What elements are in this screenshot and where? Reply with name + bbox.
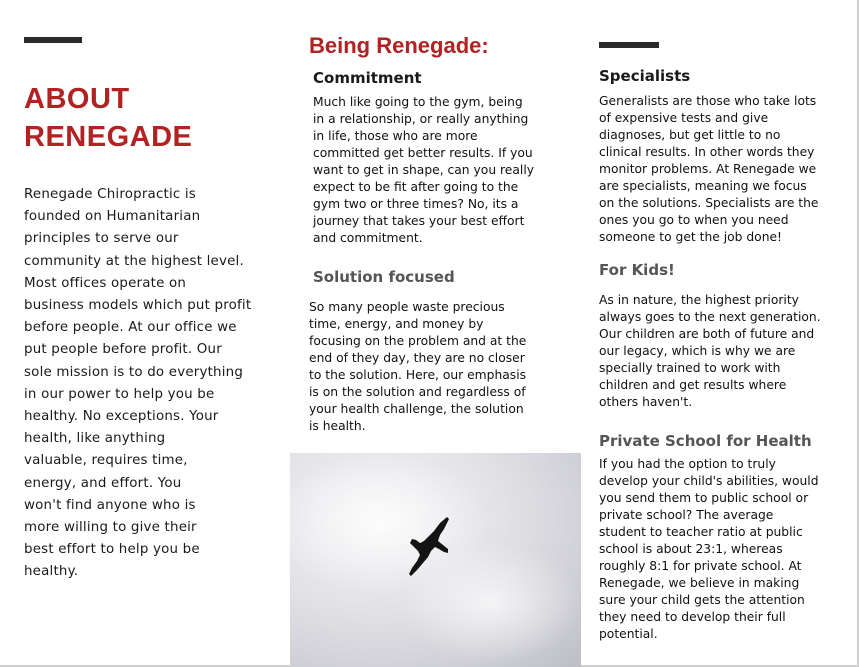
about-body — [24, 184, 274, 584]
text-line: private school? The average — [599, 508, 774, 522]
private-school-heading: Private School for Health — [599, 432, 812, 450]
commitment-body — [313, 94, 559, 247]
text-line: healthy. No exceptions. Your — [24, 409, 219, 425]
text-line: Generalists are those who take lots — [599, 94, 817, 108]
specialists-body — [599, 93, 849, 246]
text-line: develop your child's abilities, would — [599, 474, 819, 488]
text-line: school is about 23:1, whereas — [599, 542, 783, 556]
text-line: business models which put profit — [24, 298, 252, 314]
text-line: clinical results. In other words they — [599, 145, 815, 159]
about-column — [24, 80, 274, 584]
text-line: you send them to public school or — [599, 491, 809, 505]
text-line: is on the solution and regardless of — [309, 385, 526, 399]
text-line: Renegade Chiropractic is — [24, 187, 196, 202]
text-line: are specialists, meaning we focus — [599, 179, 807, 193]
text-line: always goes to the next generation. — [599, 310, 821, 324]
text-line: on the solutions. Specialists are the — [599, 196, 819, 210]
text-line: someone to get the job done! — [599, 230, 782, 244]
text-line: time, energy, and money by — [309, 317, 484, 331]
text-line: more willing to give their — [24, 520, 197, 536]
text-line: your health challenge, the solution — [309, 402, 524, 416]
text-line: founded on Humanitarian — [24, 209, 201, 225]
private-school-body — [599, 456, 849, 643]
text-line: As in nature, the highest priority — [599, 293, 799, 307]
text-line: Much like going to the gym, being — [313, 95, 523, 109]
text-line: healthy. — [24, 564, 79, 580]
left-accent-bar — [24, 37, 82, 43]
text-line: committed get better results. If you — [313, 146, 533, 160]
text-line: ones you go to when you need — [599, 213, 789, 227]
text-line: So many people waste precious — [309, 300, 505, 314]
text-line: Our children are both of future and — [599, 327, 815, 341]
text-line: children and get results where — [599, 378, 787, 392]
text-line: is health. — [309, 419, 366, 433]
text-line: potential. — [599, 627, 658, 641]
specialists-heading: Specialists — [599, 67, 691, 85]
text-line: in a relationship, or really anything — [313, 112, 529, 126]
text-line: journey that takes your best effort — [313, 214, 525, 228]
text-line: monitor problems. At Renegade we — [599, 162, 817, 176]
bird-sky-photo — [290, 453, 581, 667]
text-line: Renegade, we believe in making — [599, 576, 800, 590]
text-line: want to get in shape, can you really — [313, 163, 535, 177]
text-line: others haven't. — [599, 395, 693, 409]
text-line: best effort to help you be — [24, 542, 200, 558]
about-title — [24, 80, 274, 156]
text-line: put people before profit. Our — [24, 342, 222, 358]
text-line: energy, and effort. You — [24, 475, 182, 491]
text-line: Most offices operate on — [24, 275, 187, 291]
text-line: end of they day, they are no closer — [309, 351, 525, 365]
text-line: sure your child gets the attention — [599, 593, 805, 607]
text-line: they need to develop their full — [599, 610, 786, 624]
text-line: gym two or three times? No, its a — [313, 197, 519, 211]
text-line: student to teacher ratio at public — [599, 525, 803, 539]
text-line: in life, those who are more — [313, 129, 478, 143]
text-line: before people. At our office we — [24, 320, 237, 336]
about-title-line: RENEGADE — [24, 121, 193, 153]
bird-silhouette-icon — [290, 453, 581, 667]
kids-body — [599, 292, 849, 411]
text-line: roughly 8:1 for private school. At — [599, 559, 802, 573]
right-accent-bar — [599, 42, 659, 48]
right-column — [599, 66, 849, 643]
about-title-line: ABOUT — [24, 83, 130, 115]
text-line: principles to serve our — [24, 231, 179, 247]
text-line: and commitment. — [313, 231, 423, 245]
text-line: health, like anything — [24, 431, 166, 447]
being-renegade-column — [309, 32, 559, 435]
solution-body — [309, 299, 559, 435]
text-line: valuable, requires time, — [24, 453, 188, 469]
text-line: specially trained to work with — [599, 361, 781, 375]
kids-heading: For Kids! — [599, 261, 675, 279]
text-line: sole mission is to do everything — [24, 364, 244, 380]
solution-heading: Solution focused — [313, 268, 455, 286]
text-line: our legacy, which is why we are — [599, 344, 796, 358]
text-line: community at the highest level. — [24, 253, 244, 269]
text-line: to the solution. Here, our emphasis — [309, 368, 527, 382]
text-line: focusing on the problem and at the — [309, 334, 527, 348]
text-line: in our power to help you be — [24, 386, 215, 402]
text-line: diagnoses, but get little to no — [599, 128, 781, 142]
text-line: expect to be fit after going to the — [313, 180, 519, 194]
commitment-heading: Commitment — [313, 69, 422, 87]
being-renegade-title: Being Renegade: — [309, 33, 489, 58]
text-line: If you had the option to truly — [599, 457, 776, 471]
text-line: of expensive tests and give — [599, 111, 769, 125]
text-line: won't find anyone who is — [24, 497, 196, 513]
